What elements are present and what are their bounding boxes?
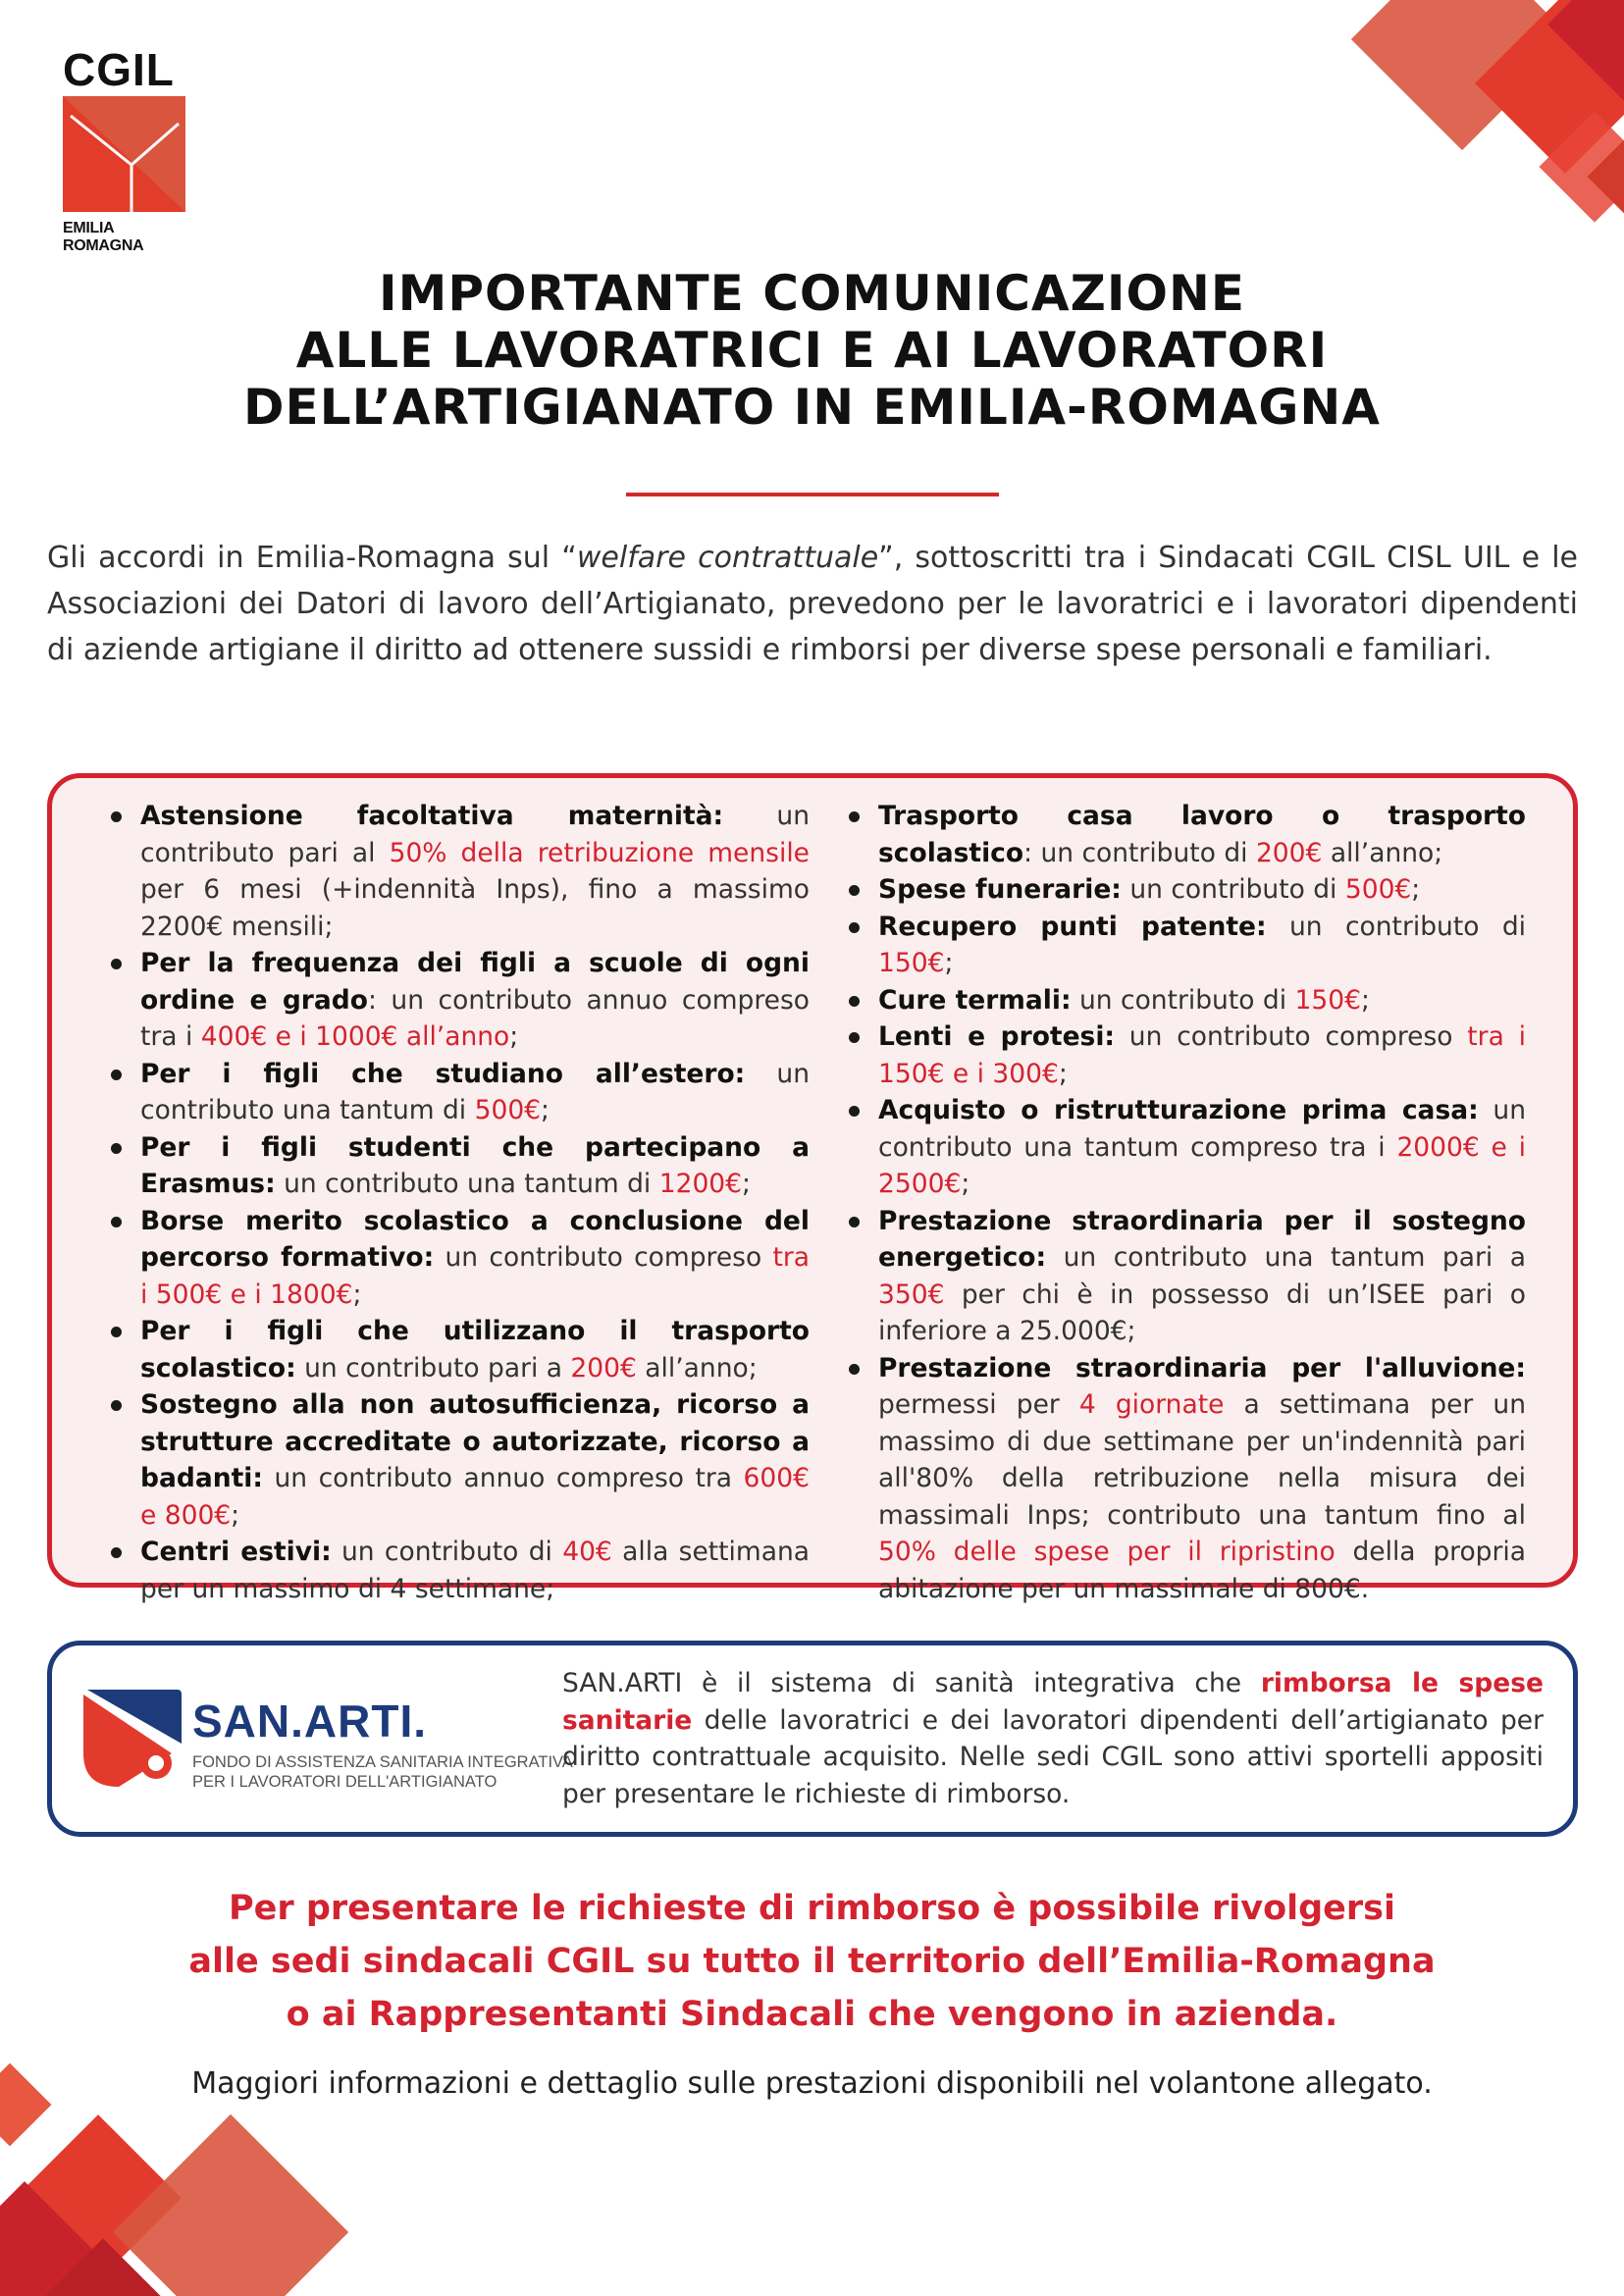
decor-square [113, 2114, 348, 2296]
benefit-item [111, 798, 810, 945]
benefit-text: ; [231, 1499, 240, 1531]
benefit-item [849, 1018, 1526, 1092]
benefit-text: : un contributo di [1023, 837, 1256, 868]
benefit-text: ; [541, 1095, 550, 1125]
benefit-amount: tra i 500€ e i 1800€ [140, 1242, 810, 1310]
cgil-logo [63, 44, 190, 255]
benefit-amount: 150€ [1294, 984, 1361, 1016]
benefit-item [849, 871, 1526, 909]
benefit-text: all’anno; [636, 1352, 758, 1383]
benefit-text: della propria abitazione per un massimale di 800€. [878, 1537, 1526, 1604]
benefit-title: Astensione facoltativa maternità: [140, 801, 724, 831]
benefit-text: ; [1058, 1058, 1068, 1089]
sanarti-subtitle: FONDO DI ASSISTENZA SANITARIA INTEGRATIVA [192, 1753, 573, 1771]
benefit-amount: 200€ [570, 1352, 637, 1383]
title-divider [626, 493, 999, 496]
sanarti-box [47, 1641, 1578, 1837]
benefit-item [111, 1534, 810, 1607]
benefit-text: un contributo pari al [140, 801, 810, 868]
benefit-title: Per i figli che studiano all’estero: [140, 1058, 746, 1089]
benefit-item [849, 1203, 1526, 1350]
sanarti-name: SAN.ARTI. [192, 1696, 427, 1747]
intro-paragraph [47, 535, 1578, 673]
benefit-text: un contributo pari a [295, 1352, 571, 1383]
benefit-item [849, 1092, 1526, 1203]
benefit-text: un contributo di [1071, 984, 1295, 1016]
benefits-list-left [111, 798, 810, 1607]
cgil-emblem-icon [63, 96, 185, 212]
cta-line: o ai Rappresentanti Sindacali che vengono in azienda. [286, 1995, 1338, 2034]
benefit-text: ; [1411, 874, 1421, 905]
cta-line: alle sedi sindacali CGIL su tutto il territorio dell’Emilia-Romagna [188, 1942, 1436, 1981]
benefit-amount: 350€ [878, 1278, 945, 1310]
benefits-column-left [111, 798, 810, 1607]
benefit-amount: 50% della retribuzione mensile [389, 837, 810, 868]
benefit-amount: 200€ [1255, 837, 1323, 868]
benefit-text: : un contributo annuo compreso tra i [140, 984, 810, 1052]
title-line: IMPORTANTE COMUNICAZIONE [379, 265, 1245, 322]
benefit-text: ; [509, 1021, 519, 1052]
intro-text: ”, sottoscritti tra i Sindacati CGIL CISL UIL e le Associazioni dei Datori di lavoro dell’Artigianato, prevedono per le lavoratrici e i lavoratori dipendenti di aziende artigiane il diritto ad ottenere sussidi e rimborsi per diverse spese personali e familiari. [47, 541, 1578, 667]
sanarti-text: delle lavoratrici e dei lavoratori dipendenti dell’artigianato per diritto contrattuale acquisito. Nelle sedi CGIL sono attivi sportelli appositi per presentare le richieste di rimborso. [562, 1704, 1544, 1809]
benefit-title: Spese funerarie: [878, 874, 1122, 905]
benefit-title: Per la frequenza dei figli a scuole di ogni ordine e grado [140, 948, 810, 1016]
benefit-item [849, 798, 1526, 871]
benefit-text: per chi è in possesso di un’ISEE pari o inferiore a 25.000€; [878, 1278, 1526, 1346]
benefit-title: Lenti e protesi: [878, 1021, 1115, 1052]
logo-region: EMILIA ROMAGNA [63, 220, 144, 254]
benefit-item [111, 1056, 810, 1129]
benefit-item [849, 982, 1526, 1019]
benefit-amount: 600€ e 800€ [140, 1463, 810, 1531]
logo-wordmark: CGIL [63, 44, 175, 95]
benefit-title: Centri estivi: [140, 1537, 332, 1567]
benefit-text: un contributo annuo compreso tra [262, 1463, 744, 1493]
benefit-amount: 150€ [878, 948, 945, 978]
benefit-amount: 40€ [562, 1537, 612, 1567]
benefit-text: ; [961, 1169, 970, 1199]
benefit-title: Trasporto casa lavoro o trasporto scolastico [878, 801, 1526, 868]
benefit-amount: 1200€ [658, 1169, 743, 1199]
sanarti-text: SAN.ARTI è il sistema di sanità integrativa che [562, 1668, 1261, 1698]
benefit-text: un contributo una tantum pari a [1046, 1242, 1526, 1273]
benefit-text: ; [944, 948, 954, 978]
benefits-box [47, 773, 1578, 1604]
sanarti-highlight: rimborsa le spese sanitarie [562, 1668, 1544, 1736]
benefit-item [111, 1386, 810, 1534]
benefit-amount: 500€ [1344, 874, 1412, 905]
sanarti-emblem-icon [79, 1685, 183, 1793]
benefit-title: Per i figli che utilizzano il trasporto scolastico: [140, 1316, 810, 1383]
benefit-text: ; [352, 1278, 362, 1310]
benefit-title: Prestazione straordinaria per l'alluvione: [878, 1352, 1526, 1383]
benefit-item [111, 1129, 810, 1203]
benefit-text: un contributo di [1266, 911, 1526, 942]
cta-line: Per presentare le richieste di rimborso è possibile rivolgersi [228, 1889, 1395, 1928]
decoration-top-right [1305, 0, 1624, 245]
intro-italic: welfare contrattuale [576, 541, 879, 575]
benefit-title: Prestazione straordinaria per il sostegno energetico: [878, 1205, 1526, 1273]
benefit-amount: 2000€ e i 2500€ [878, 1131, 1526, 1199]
benefit-title: Borse merito scolastico a conclusione del percorso formativo: [140, 1205, 810, 1273]
benefit-title: Per i figli studenti che partecipano a Erasmus: [140, 1131, 810, 1199]
benefit-item [849, 1350, 1526, 1608]
benefit-text: alla settimana per un massimo di 4 settimane; [140, 1537, 810, 1604]
benefit-item [849, 909, 1526, 982]
benefit-amount: 500€ [474, 1095, 542, 1125]
benefit-text: un contributo compreso [1115, 1021, 1468, 1052]
call-to-action [0, 1882, 1624, 2041]
benefits-list-right [849, 798, 1526, 1607]
benefit-amount: 4 giornate [1078, 1389, 1225, 1420]
benefit-item [111, 945, 810, 1056]
benefit-text: un contributo una tantum di [275, 1169, 659, 1199]
benefit-text: a settimana per un massimo di due settimane per un'indennità pari all'80% della retribuzione nella misura dei massimali Inps; contributo una tantum fino al [878, 1389, 1527, 1531]
benefit-text: un contributo una tantum di [140, 1058, 810, 1125]
intro-text: Gli accordi in Emilia-Romagna sul “ [47, 541, 577, 575]
page-title [0, 265, 1624, 436]
benefit-text: ; [742, 1169, 751, 1199]
benefit-text: permessi per [878, 1389, 1079, 1420]
sanarti-subtitle: PER I LAVORATORI DELL'ARTIGIANATO [192, 1773, 498, 1791]
title-line: ALLE LAVORATRICI E AI LAVORATORI [295, 322, 1329, 379]
benefit-amount: 50% delle spese per il ripristino [878, 1537, 1336, 1567]
benefit-title: Acquisto o ristrutturazione prima casa: [878, 1095, 1479, 1125]
sanarti-description [562, 1665, 1544, 1812]
benefit-text: un contributo compreso [434, 1242, 773, 1273]
benefit-item [111, 1313, 810, 1386]
benefit-title: Cure termali: [878, 984, 1072, 1016]
sanarti-logo [79, 1685, 600, 1802]
benefit-text: all’anno; [1322, 837, 1443, 868]
benefits-column-right [849, 798, 1526, 1607]
benefit-text: un contributo una tantum compreso tra i [878, 1095, 1526, 1163]
benefit-text: un contributo di [1121, 874, 1345, 905]
footer-note: Maggiori informazioni e dettaglio sulle prestazioni disponibili nel volantone allegato. [191, 2066, 1433, 2101]
benefit-title: Recupero punti patente: [878, 911, 1267, 942]
benefit-title: Sostegno alla non autosufficienza, ricorso a strutture accreditate o autorizzate, ricorso a badanti: [140, 1389, 810, 1493]
benefit-text: per 6 mesi (+indennità Inps), fino a massimo 2200€ mensili; [140, 874, 810, 942]
benefit-text: ; [1360, 984, 1370, 1016]
benefit-item [111, 1203, 810, 1314]
benefit-amount: tra i 150€ e i 300€ [878, 1021, 1526, 1089]
benefit-text: un contributo di [331, 1537, 563, 1567]
benefit-amount: 400€ e i 1000€ all’anno [200, 1021, 510, 1052]
title-line: DELL’ARTIGIANATO IN EMILIA-ROMAGNA [243, 379, 1381, 436]
